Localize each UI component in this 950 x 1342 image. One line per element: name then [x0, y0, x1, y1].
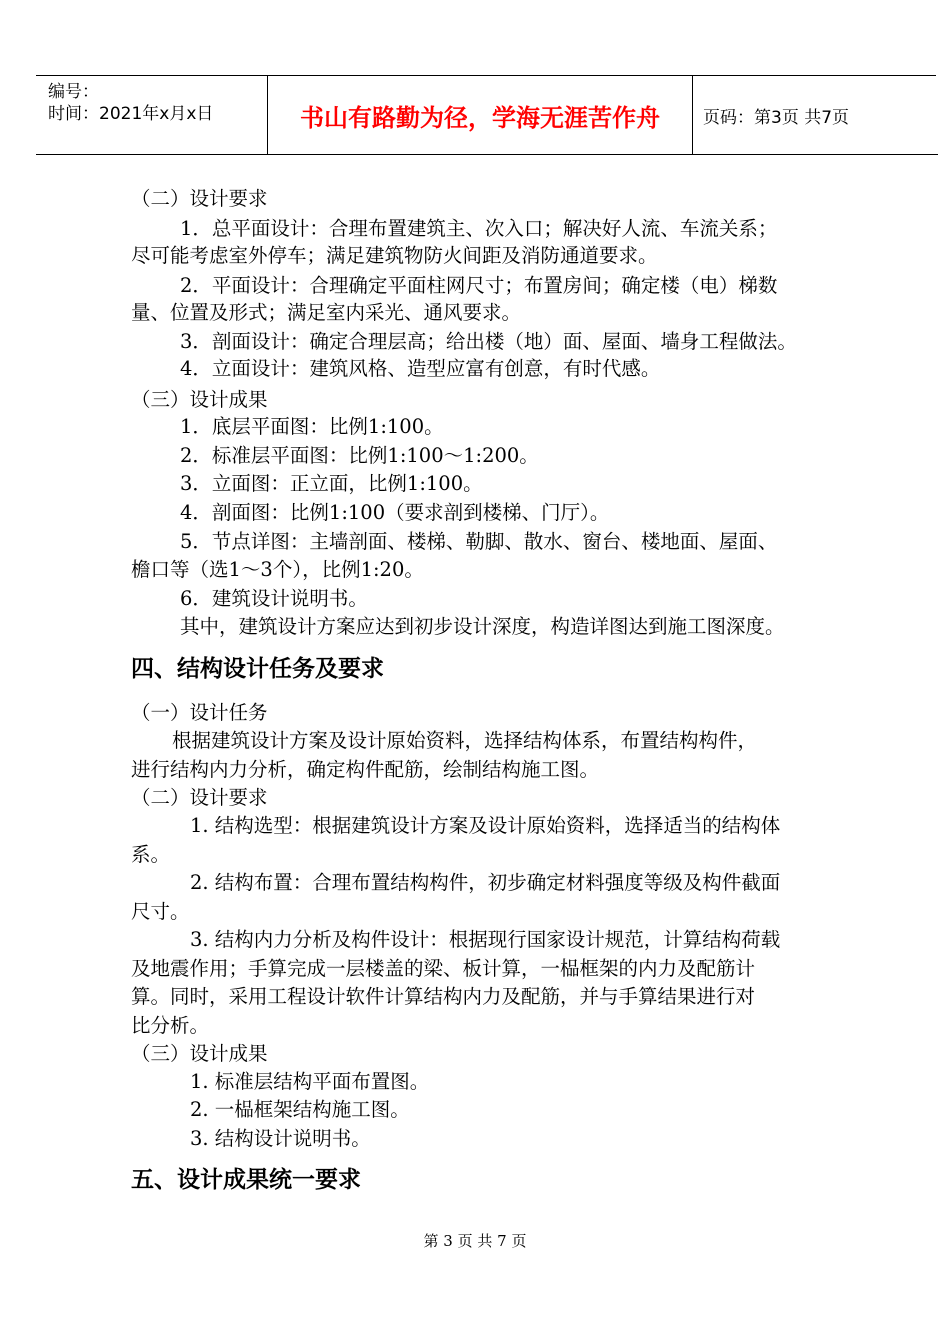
paragraph-line: 及地震作用；手算完成一层楼盖的梁、板计算，一榀框架的内力及配筋计 [131, 957, 756, 980]
section-heading-design-requirements: （二）设计要求 [131, 786, 268, 809]
paragraph-line: 量、位置及形式；满足室内采光、通风要求。 [131, 301, 522, 324]
header-time-label: 时间：2021年x月x日 [48, 104, 214, 124]
list-item: 檐口等（选1～3个），比例1:20。 [131, 558, 424, 581]
paragraph-line: 3．剖面设计：确定合理层高；给出楼（地）面、屋面、墙身工程做法。 [180, 330, 797, 353]
paragraph-line: 3. 结构内力分析及构件设计：根据现行国家设计规范，计算结构荷载 [190, 928, 781, 951]
list-item: 1. 标准层结构平面布置图。 [190, 1070, 430, 1093]
list-item: 6．建筑设计说明书。 [180, 587, 368, 610]
paragraph-line: 尺寸。 [131, 900, 190, 923]
page-footer: 第 3 页 共 7 页 [423, 1232, 527, 1250]
list-item: 4．剖面图：比例1:100（要求剖到楼梯、门厅）。 [180, 501, 610, 524]
paragraph-line: 2. 结构布置：合理布置结构构件，初步确定材料强度等级及构件截面 [190, 871, 781, 894]
list-item: 2. 一榀框架结构施工图。 [190, 1098, 410, 1121]
chapter-heading-structure: 四、结构设计任务及要求 [131, 656, 384, 682]
list-item: 5．节点详图：主墙剖面、楼梯、勒脚、散水、窗台、楼地面、屋面、 [180, 530, 778, 553]
chapter-heading-unified-requirements: 五、设计成果统一要求 [131, 1167, 361, 1193]
section-heading-design-requirements: （二）设计要求 [131, 187, 268, 210]
paragraph-line: 根据建筑设计方案及设计原始资料，选择结构体系，布置结构构件， [172, 729, 758, 752]
header-number-label: 编号： [48, 82, 99, 102]
paragraph-line: 系。 [131, 843, 171, 866]
header-motto: 书山有路勤为径，学海无涯苦作舟 [300, 104, 660, 132]
paragraph-line: 4．立面设计：建筑风格、造型应富有创意，有时代感。 [180, 357, 661, 380]
list-item: 2．标准层平面图：比例1:100～1:200。 [180, 444, 539, 467]
section-heading-design-results: （三）设计成果 [131, 1042, 268, 1065]
paragraph-line: 2．平面设计：合理确定平面柱网尺寸；布置房间；确定楼（电）梯数 [180, 274, 778, 297]
paragraph-line: 进行结构内力分析，确定构件配筋，绘制结构施工图。 [131, 758, 600, 781]
paragraph-line: 算。同时，采用工程设计软件计算结构内力及配筋，并与手算结果进行对 [131, 985, 756, 1008]
list-item: 1．底层平面图：比例1:100。 [180, 415, 444, 438]
list-item: 3. 结构设计说明书。 [190, 1127, 371, 1150]
paragraph-line: 比分析。 [131, 1014, 210, 1037]
section-heading-design-results: （三）设计成果 [131, 388, 268, 411]
header-bottom-rule [36, 154, 938, 155]
header-page-code: 页码：第3页 共7页 [703, 108, 850, 128]
section-heading-design-tasks: （一）设计任务 [131, 701, 268, 724]
paragraph-line: 其中，建筑设计方案应达到初步设计深度，构造详图达到施工图深度。 [180, 615, 785, 638]
paragraph-line: 1．总平面设计：合理布置建筑主、次入口；解决好人流、车流关系； [180, 217, 778, 240]
paragraph-line: 尽可能考虑室外停车；满足建筑物防火间距及消防通道要求。 [131, 244, 658, 267]
paragraph-line: 1. 结构选型：根据建筑设计方案及设计原始资料，选择适当的结构体 [190, 814, 781, 837]
list-item: 3．立面图：正立面，比例1:100。 [180, 472, 483, 495]
header-divider-right [692, 75, 693, 155]
header-top-rule [36, 75, 936, 76]
